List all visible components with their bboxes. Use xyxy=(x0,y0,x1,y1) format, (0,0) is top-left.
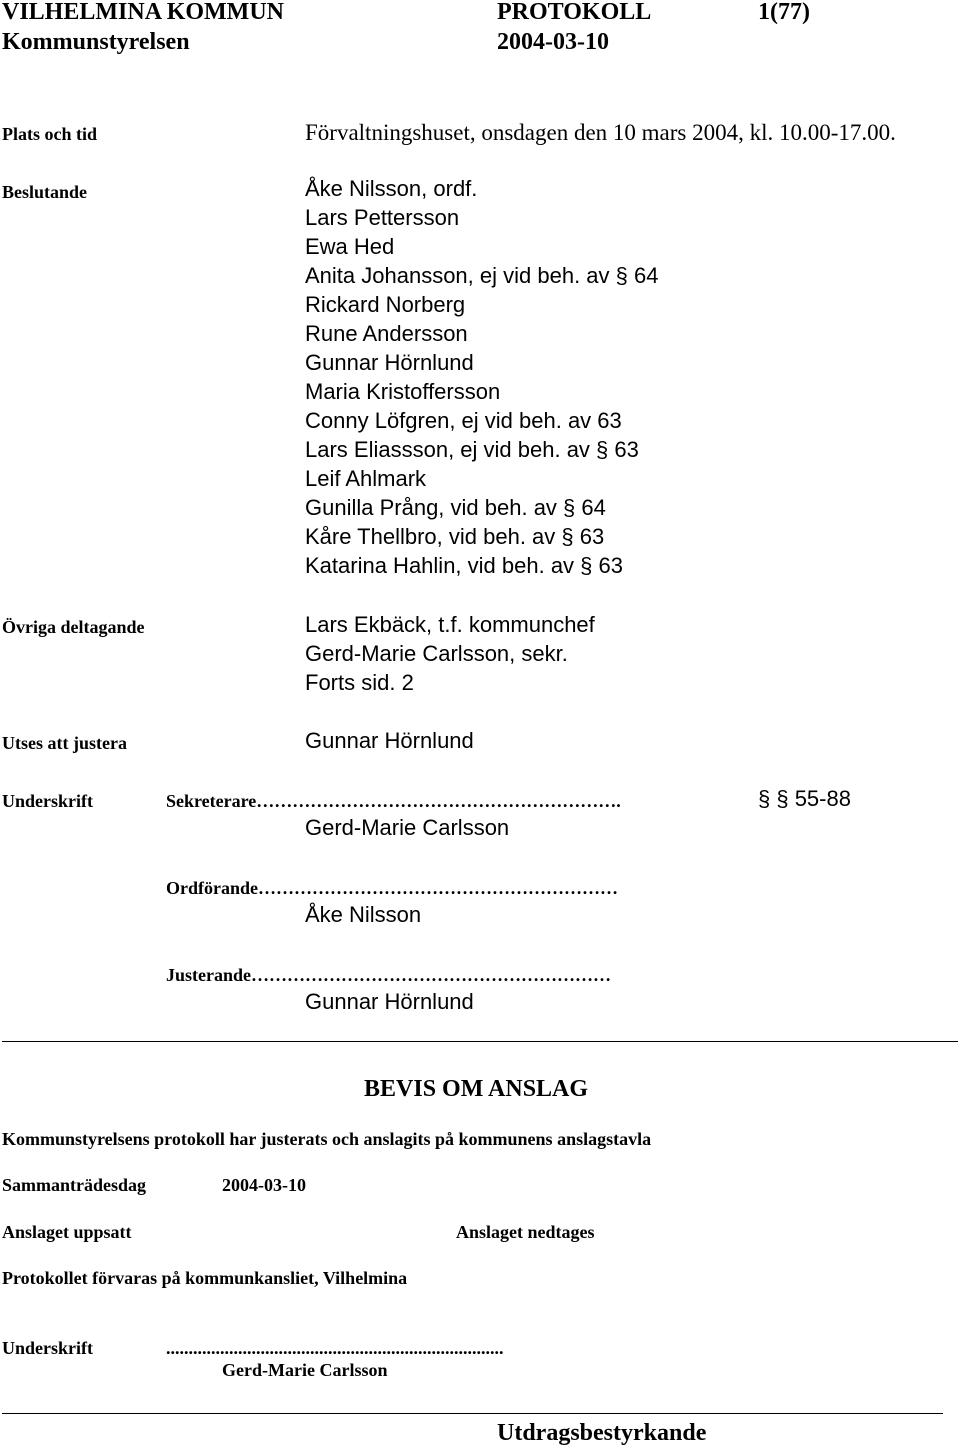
bevis-signature-line: ........................................................................... xyxy=(166,1338,504,1358)
justerande-name: Gunnar Hörnlund xyxy=(305,989,474,1014)
list-item: Rickard Norberg xyxy=(305,292,466,317)
anslaget-nedtages-label: Anslaget nedtages xyxy=(456,1222,595,1242)
list-item: Conny Löfgren, ej vid beh. av 63 xyxy=(305,408,622,433)
plats-value: Förvaltningshuset, onsdagen den 10 mars 2004, kl. 10.00-17.00. xyxy=(305,120,896,145)
list-item: Rune Andersson xyxy=(305,321,468,346)
ordforande-name: Åke Nilsson xyxy=(305,902,422,927)
sekreterare-signature-line: Sekreterare……………………………………………………. xyxy=(166,791,621,811)
bevis-statement: Kommunstyrelsens protokoll har justerats och anslagits på kommunens anslagstavla xyxy=(2,1129,652,1149)
list-item: Åke Nilsson, ordf. xyxy=(305,176,478,201)
list-item: Lars Ekbäck, t.f. kommunchef xyxy=(305,612,595,637)
justerande-signature-line: Justerande…………………………………………………… xyxy=(166,965,611,985)
underskrift-label: Underskrift xyxy=(2,791,93,811)
list-item: Gerd-Marie Carlsson, sekr. xyxy=(305,641,568,666)
paragraph-range: § § 55-88 xyxy=(758,786,851,811)
page-number: 1(77) xyxy=(758,0,810,25)
meeting-date: 2004-03-10 xyxy=(497,29,609,55)
divider xyxy=(2,1041,958,1042)
list-item: Lars Pettersson xyxy=(305,205,460,230)
bevis-title: BEVIS OM ANSLAG xyxy=(364,1076,589,1102)
list-item: Maria Kristoffersson xyxy=(305,379,501,404)
ordforande-signature-line: Ordförande…………………………………………………… xyxy=(166,878,618,898)
list-item: Gunilla Prång, vid beh. av § 64 xyxy=(305,495,606,520)
justera-label: Utses att justera xyxy=(2,733,127,753)
list-item: Leif Ahlmark xyxy=(305,466,427,491)
sammantradesdag-value: 2004-03-10 xyxy=(222,1175,306,1195)
list-item: Kåre Thellbro, vid beh. av § 63 xyxy=(305,524,605,549)
justera-value: Gunnar Hörnlund xyxy=(305,728,474,753)
divider xyxy=(2,1413,943,1414)
bevis-underskrift-label: Underskrift xyxy=(2,1338,93,1358)
footer-title: Utdragsbestyrkande xyxy=(497,1420,707,1446)
bevis-signer-name: Gerd-Marie Carlsson xyxy=(222,1360,388,1380)
list-item: Gunnar Hörnlund xyxy=(305,350,474,375)
anslaget-uppsatt-label: Anslaget uppsatt xyxy=(2,1222,132,1242)
plats-label: Plats och tid xyxy=(2,124,98,144)
sammantradesdag-label: Sammanträdesdag xyxy=(2,1175,147,1195)
sekreterare-name: Gerd-Marie Carlsson xyxy=(305,815,510,840)
list-item: Forts sid. 2 xyxy=(305,670,414,695)
beslutande-label: Beslutande xyxy=(2,182,88,202)
doc-type: PROTOKOLL xyxy=(497,0,652,25)
forvaras-text: Protokollet förvaras på kommunkansliet, Vilhelmina xyxy=(2,1268,408,1288)
list-item: Lars Eliassson, ej vid beh. av § 63 xyxy=(305,437,639,462)
list-item: Ewa Hed xyxy=(305,234,395,259)
list-item: Katarina Hahlin, vid beh. av § 63 xyxy=(305,553,623,578)
ovriga-label: Övriga deltagande xyxy=(2,617,145,637)
committee-name: Kommunstyrelsen xyxy=(2,29,190,55)
org-name: VILHELMINA KOMMUN xyxy=(2,0,284,25)
list-item: Anita Johansson, ej vid beh. av § 64 xyxy=(305,263,659,288)
